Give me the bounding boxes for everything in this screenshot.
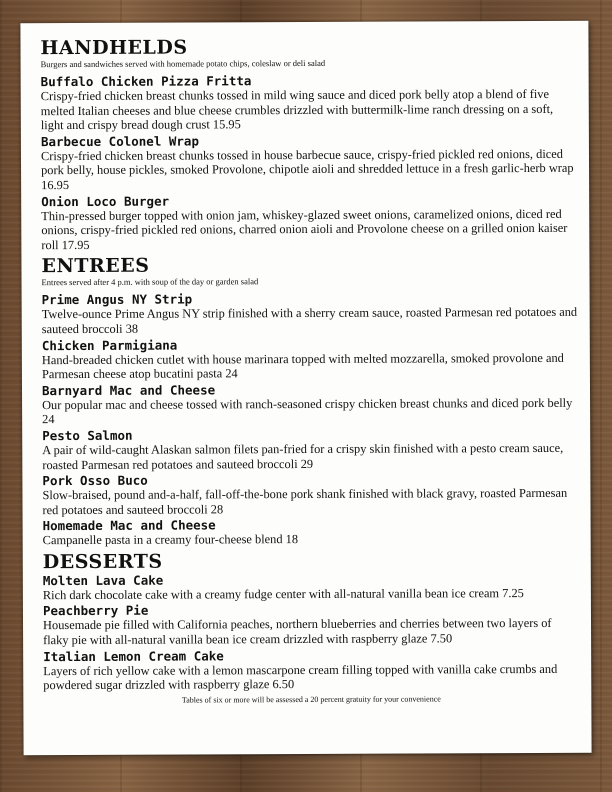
item-description-text: Campanelle pasta in a creamy four-cheese blend — [42, 532, 286, 548]
item-name: Barnyard Mac and Cheese — [41, 382, 216, 398]
item-description — [43, 531, 579, 548]
item-name: Buffalo Chicken Pizza Fritta — [40, 73, 252, 90]
menu-content — [40, 35, 579, 714]
menu-item — [41, 132, 577, 193]
menu-item — [43, 601, 579, 648]
item-description-text: Our popular mac and cheese tossed with ranch-seasoned crispy chicken breast chunks and diced pork belly — [42, 395, 573, 412]
item-description-text: Slow-braised, pound and-a-half, fall-off-the-bone pork shank finished with black gravy, roasted Parmesan red potatoes and sauteed broccoli — [42, 485, 568, 517]
section-subtitle: Burgers and sandwiches served with homemade potato chips, coleslaw or deli salad — [40, 57, 326, 70]
item-price: 16.95 — [41, 178, 70, 193]
menu-item — [41, 191, 577, 252]
item-list — [43, 571, 580, 693]
item-description — [41, 87, 577, 133]
menu-item — [43, 571, 579, 603]
section-title: DESSERTS — [42, 550, 163, 574]
section-title: ENTREES — [41, 255, 150, 278]
item-price: 17.95 — [61, 237, 90, 252]
item-description-text: Hand-breaded chicken cutlet with house marinara topped with melted mozzarella, smoked provolone and Parmesan cheese atop bucatini pasta — [41, 350, 564, 382]
item-description — [41, 206, 577, 252]
section-title: HANDHELDS — [40, 36, 188, 60]
item-name: Peachberry Pie — [42, 603, 149, 619]
gratuity-note: Tables of six or more will be assessed a 20 percent gratuity for your convenience — [181, 694, 441, 705]
item-name: Pork Osso Buco — [42, 472, 148, 489]
item-price: 38 — [125, 321, 139, 336]
item-description — [41, 147, 577, 193]
menu-item — [43, 516, 579, 548]
item-price: 7.50 — [430, 631, 453, 646]
item-description-text: Crispy-fried chicken breast chunks tossed in house barbecue sauce, crispy-fried pickled red onions, diced pork belly, house pickles, smoked Provolone, chipotle aioli and shredded lettuce in a fresh garlic-herb wrap — [40, 146, 574, 178]
item-name: Prime Angus NY Strip — [41, 291, 193, 308]
item-price: 28 — [210, 502, 224, 517]
menu-item — [41, 72, 577, 133]
item-list — [42, 290, 579, 548]
item-price: 24 — [42, 412, 55, 427]
section-desserts — [43, 549, 580, 693]
item-description-text: Twelve-ounce Prime Angus NY strip finished with a sherry cream sauce, roasted Parmesan red potatoes and sauteed broccoli — [41, 305, 578, 337]
item-description-text: Layers of rich yellow cake with a lemon mascarpone cream filling topped with vanilla cake crumbs and powdered sugar drizzled with raspberry glaze — [43, 661, 558, 693]
item-description-text: Rich dark chocolate cake with a creamy fudge center with all-natural vanilla bean ice cream — [42, 586, 503, 603]
item-description — [43, 586, 579, 603]
section-handhelds — [40, 35, 577, 253]
item-description-text: Crispy-fried chicken breast chunks tossed in mild wing sauce and diced pork belly atop a blend of five melted Italian cheeses and blue cheese crumbles drizzled with buttermilk-lime ranch dressing on a soft, light and crispy bread dough crust — [40, 86, 554, 133]
item-price: 29 — [300, 456, 314, 471]
item-price: 7.25 — [502, 585, 524, 601]
menu-item — [43, 646, 579, 693]
menu-page — [20, 21, 591, 755]
item-description-text: A pair of wild-caught Alaskan salmon filets pan-fried for a crispy skin finished with a pesto cream sauce, roasted Parmesan red potatoes and sauteed broccoli — [42, 440, 564, 472]
item-name: Onion Loco Burger — [41, 193, 170, 209]
item-price: 15.95 — [212, 117, 241, 132]
item-name: Italian Lemon Cream Cake — [43, 648, 224, 664]
item-description — [42, 441, 578, 473]
item-name: Chicken Parmigiana — [41, 337, 178, 353]
menu-item — [42, 335, 578, 382]
section-subtitle: Entrees served after 4 p.m. with soup of the day or garden salad — [41, 276, 259, 288]
menu-item — [42, 290, 578, 337]
menu-item — [42, 471, 578, 518]
item-name: Pesto Salmon — [42, 427, 133, 444]
item-description — [42, 305, 578, 337]
item-description-text: Thin-pressed burger topped with onion jam, whiskey-glazed sweet onions, caramelized onions, diced red onions, crispy-fried pickled red onions, charred onion aioli and Provolone cheese on a grilled onion kaiser roll — [41, 206, 568, 252]
section-entrees — [41, 253, 578, 548]
menu-item — [42, 426, 578, 473]
item-description — [43, 661, 579, 693]
item-name: Barbecue Colonel Wrap — [40, 133, 199, 149]
item-price: 18 — [285, 532, 299, 547]
item-description-text: Housemade pie filled with California peaches, northern blueberries and cherries between two layers of flaky pie with all-natural vanilla bean ice cream drizzled with raspberry glaze — [43, 616, 552, 648]
item-list — [41, 72, 578, 253]
item-name: Molten Lava Cake — [42, 572, 164, 589]
item-description — [42, 396, 578, 428]
item-description — [42, 486, 578, 518]
item-description — [42, 350, 578, 382]
item-price: 6.50 — [272, 677, 295, 692]
item-name: Homemade Mac and Cheese — [42, 517, 216, 534]
menu-item — [42, 381, 578, 428]
item-description — [43, 616, 579, 648]
item-price: 24 — [225, 366, 238, 381]
